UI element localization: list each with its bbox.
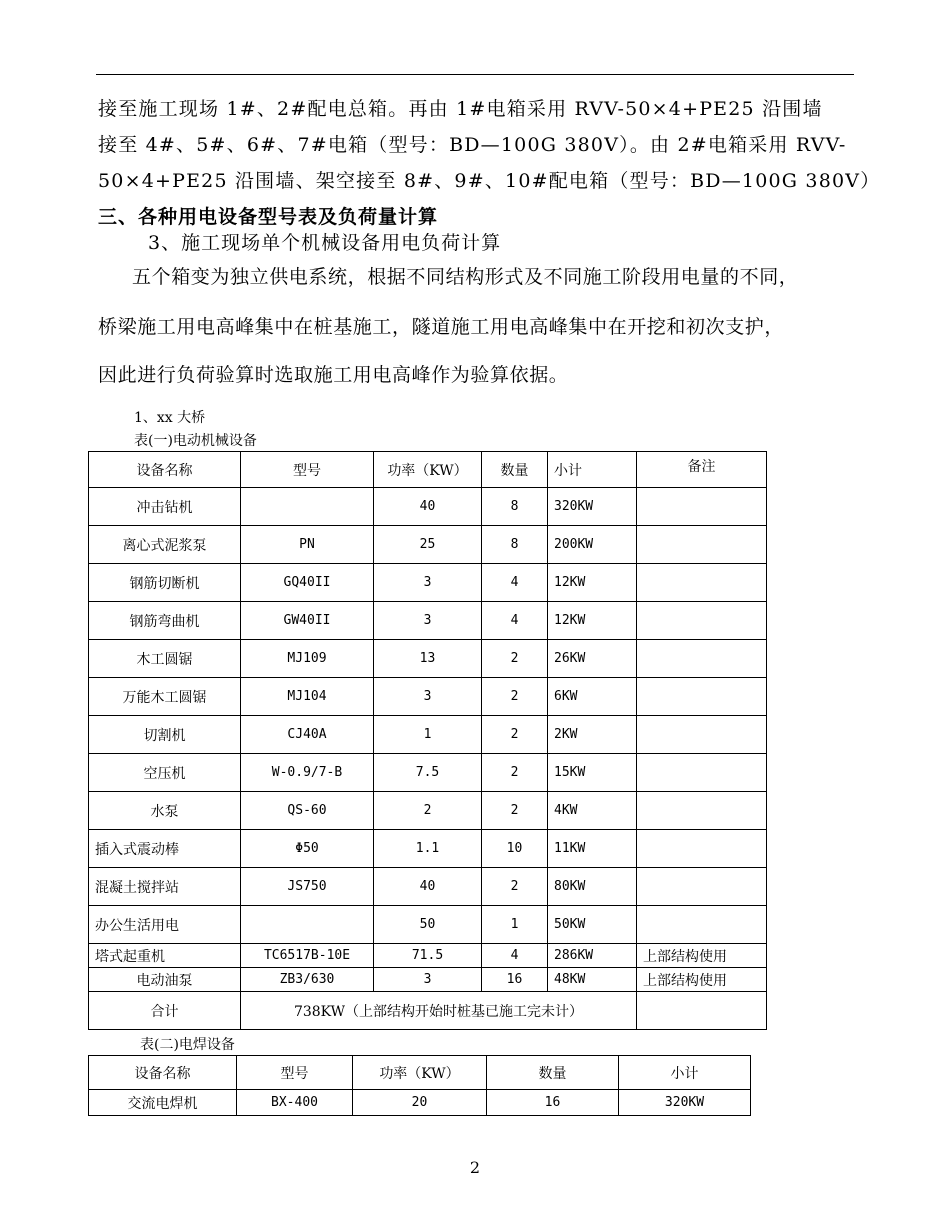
equipment-power: 50 [374, 906, 482, 944]
bridge-label: 1、xx 大桥 [134, 410, 206, 426]
equipment-model: PN [241, 526, 374, 564]
equipment-power: 71.5 [374, 944, 482, 968]
equipment-remark [637, 792, 767, 830]
equipment-qty: 2 [482, 754, 548, 792]
welding-table [88, 1055, 751, 1116]
equipment-name: 木工圆锯 [89, 640, 241, 678]
equipment-subtotal: 12KW [548, 602, 637, 640]
equipment-subtotal: 11KW [548, 830, 637, 868]
table-row [89, 944, 767, 968]
equipment-power: 1.1 [374, 830, 482, 868]
welder-qty: 16 [487, 1090, 619, 1116]
equipment-model: QS-60 [241, 792, 374, 830]
equipment-power: 3 [374, 678, 482, 716]
equipment-name: 塔式起重机 [89, 944, 241, 968]
equipment-model: TC6517B-10E [241, 944, 374, 968]
table1-header-qty: 数量 [482, 452, 548, 488]
equipment-qty: 8 [482, 526, 548, 564]
paragraph-line-3: 因此进行负荷验算时选取施工用电高峰作为验算依据。 [98, 364, 569, 386]
table-row [89, 792, 767, 830]
table1-header-subtotal: 小计 [548, 452, 637, 488]
equipment-remark [637, 868, 767, 906]
equipment-power: 1 [374, 716, 482, 754]
table-row [89, 1090, 751, 1116]
equipment-qty: 1 [482, 906, 548, 944]
equipment-model: MJ104 [241, 678, 374, 716]
equipment-remark [637, 716, 767, 754]
table1-header-name: 设备名称 [89, 452, 241, 488]
equipment-subtotal: 15KW [548, 754, 637, 792]
equipment-remark [637, 678, 767, 716]
header-rule [96, 74, 854, 75]
equipment-subtotal: 4KW [548, 792, 637, 830]
equipment-subtotal: 286KW [548, 944, 637, 968]
equipment-qty: 4 [482, 944, 548, 968]
table2-caption: 表(二)电焊设备 [140, 1037, 235, 1053]
table-row [89, 868, 767, 906]
section-heading: 三、各种用电设备型号表及负荷量计算 [98, 206, 439, 228]
equipment-model: W-0.9/7-B [241, 754, 374, 792]
equipment-name: 离心式泥浆泵 [89, 526, 241, 564]
equipment-name: 混凝土搅拌站 [89, 868, 241, 906]
welder-power: 20 [353, 1090, 487, 1116]
equipment-qty: 8 [482, 488, 548, 526]
table2-header-qty: 数量 [487, 1056, 619, 1090]
equipment-remark [637, 906, 767, 944]
total-label: 合计 [89, 992, 241, 1030]
equipment-qty: 2 [482, 868, 548, 906]
equipment-power: 3 [374, 602, 482, 640]
equipment-qty: 2 [482, 792, 548, 830]
equipment-model: MJ109 [241, 640, 374, 678]
equipment-model: Φ50 [241, 830, 374, 868]
equipment-model: ZB3/630 [241, 968, 374, 992]
table2-header-subtotal: 小计 [619, 1056, 751, 1090]
table-row [89, 488, 767, 526]
table1-header-row [89, 452, 767, 488]
equipment-name: 钢筋切断机 [89, 564, 241, 602]
equipment-name: 钢筋弯曲机 [89, 602, 241, 640]
equipment-qty: 4 [482, 602, 548, 640]
table-row [89, 716, 767, 754]
text-line-2: 接至 4#、5#、6#、7#电箱（型号：BD—100G 380V）。由 2#电箱采用 RVV- [98, 134, 847, 156]
page-number: 2 [469, 1158, 481, 1177]
equipment-qty: 2 [482, 716, 548, 754]
table1-header-model: 型号 [241, 452, 374, 488]
table-row [89, 906, 767, 944]
equipment-remark [637, 488, 767, 526]
table-row [89, 602, 767, 640]
table2-header-model: 型号 [237, 1056, 353, 1090]
text-line-1: 接至施工现场 1#、2#配电总箱。再由 1#电箱采用 RVV-50×4+PE25 沿围墙 [98, 98, 823, 120]
equipment-power: 13 [374, 640, 482, 678]
equipment-name: 切割机 [89, 716, 241, 754]
equipment-name: 办公生活用电 [89, 906, 241, 944]
text-line-3: 50×4+PE25 沿围墙、架空接至 8#、9#、10#配电箱（型号：BD—100G 380V） [98, 170, 881, 192]
equipment-qty: 2 [482, 678, 548, 716]
table-row [89, 526, 767, 564]
equipment-power: 2 [374, 792, 482, 830]
equipment-remark [637, 830, 767, 868]
equipment-name: 冲击钻机 [89, 488, 241, 526]
equipment-remark [637, 564, 767, 602]
equipment-remark [637, 602, 767, 640]
equipment-subtotal: 26KW [548, 640, 637, 678]
welder-subtotal: 320KW [619, 1090, 751, 1116]
equipment-model: JS750 [241, 868, 374, 906]
welder-name: 交流电焊机 [89, 1090, 237, 1116]
table2-header-row [89, 1056, 751, 1090]
equipment-remark [637, 640, 767, 678]
table2-header-name: 设备名称 [89, 1056, 237, 1090]
table-row [89, 640, 767, 678]
equipment-name: 插入式震动棒 [89, 830, 241, 868]
equipment-remark: 上部结构使用 [637, 944, 767, 968]
table-row [89, 678, 767, 716]
paragraph-line-2: 桥梁施工用电高峰集中在桩基施工，隧道施工用电高峰集中在开挖和初次支护， [98, 316, 785, 338]
equipment-subtotal: 200KW [548, 526, 637, 564]
equipment-name: 万能木工圆锯 [89, 678, 241, 716]
equipment-subtotal: 320KW [548, 488, 637, 526]
equipment-name: 空压机 [89, 754, 241, 792]
equipment-qty: 2 [482, 640, 548, 678]
table1-caption: 表(一)电动机械设备 [134, 433, 257, 449]
table-row [89, 968, 767, 992]
equipment-qty: 16 [482, 968, 548, 992]
equipment-subtotal: 2KW [548, 716, 637, 754]
equipment-subtotal: 6KW [548, 678, 637, 716]
equipment-subtotal: 50KW [548, 906, 637, 944]
equipment-model: CJ40A [241, 716, 374, 754]
equipment-model [241, 488, 374, 526]
equipment-remark [637, 526, 767, 564]
equipment-power: 40 [374, 868, 482, 906]
equipment-table [88, 451, 767, 1030]
total-remark [637, 992, 767, 1030]
equipment-power: 7.5 [374, 754, 482, 792]
equipment-qty: 4 [482, 564, 548, 602]
table1-header-power: 功率（KW） [374, 452, 482, 488]
equipment-remark: 上部结构使用 [637, 968, 767, 992]
table-row [89, 754, 767, 792]
paragraph-line-1: 五个箱变为独立供电系统，根据不同结构形式及不同施工阶段用电量的不同， [132, 266, 799, 288]
subheading: 3、施工现场单个机械设备用电负荷计算 [148, 232, 502, 254]
equipment-subtotal: 80KW [548, 868, 637, 906]
table1-total-row [89, 992, 767, 1030]
equipment-subtotal: 12KW [548, 564, 637, 602]
table2-header-power: 功率（KW） [353, 1056, 487, 1090]
equipment-power: 40 [374, 488, 482, 526]
equipment-power: 3 [374, 968, 482, 992]
equipment-subtotal: 48KW [548, 968, 637, 992]
equipment-remark [637, 754, 767, 792]
table-row [89, 830, 767, 868]
total-value: 738KW（上部结构开始时桩基已施工完未计） [241, 992, 637, 1030]
table1-header-remark: 备注 [637, 452, 767, 488]
equipment-model [241, 906, 374, 944]
equipment-model: GQ40II [241, 564, 374, 602]
equipment-model: GW40II [241, 602, 374, 640]
table-row [89, 564, 767, 602]
equipment-name: 水泵 [89, 792, 241, 830]
equipment-power: 25 [374, 526, 482, 564]
welder-model: BX-400 [237, 1090, 353, 1116]
equipment-name: 电动油泵 [89, 968, 241, 992]
equipment-qty: 10 [482, 830, 548, 868]
equipment-power: 3 [374, 564, 482, 602]
